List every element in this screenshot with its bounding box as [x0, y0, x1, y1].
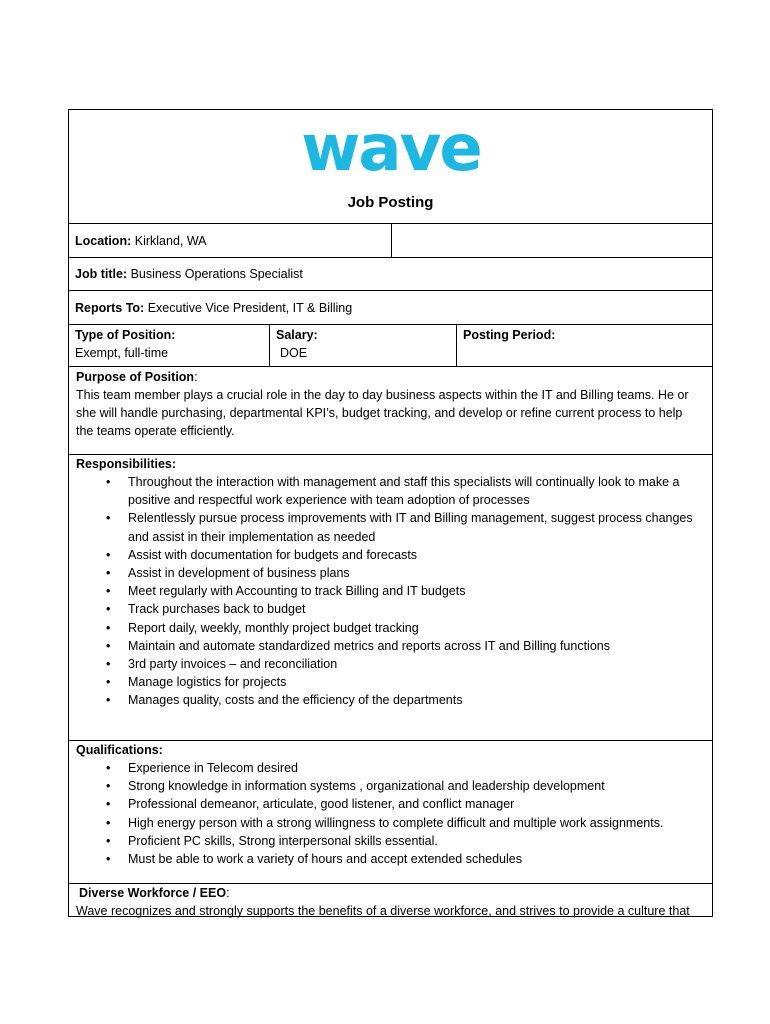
eeo-text: Wave recognizes and strongly supports the benefits of a diverse workforce, and strives to provide a culture that	[76, 904, 690, 918]
responsibilities-label: Responsibilities:	[76, 457, 177, 471]
list-item: • High energy person with a strong willingness to complete difficult and multiple work assignments.	[128, 814, 704, 832]
list-item: • Must be able to work a variety of hours and accept extended schedules	[128, 850, 704, 868]
job-title-value: Business Operations Specialist	[130, 267, 303, 281]
qualifications-list	[76, 759, 704, 868]
list-item: • Relentlessly pursue process improvements with IT and Billing management, suggest process changes and assist in their implementation as needed	[128, 509, 704, 545]
wave-logo	[69, 118, 712, 187]
position-type-label: Type of Position:	[75, 328, 176, 342]
eeo-colon: :	[226, 886, 230, 900]
page-title: Job Posting	[347, 194, 434, 211]
salary-label: Salary:	[276, 328, 318, 342]
responsibilities-section	[69, 455, 712, 741]
qualifications-section	[69, 741, 712, 884]
list-item: • Maintain and automate standardized metrics and reports across IT and Billing functions	[128, 637, 704, 655]
purpose-label: Purpose of Position	[76, 370, 195, 384]
list-item: • Manage logistics for projects	[128, 673, 704, 691]
reports-to-value: Executive Vice President, IT & Billing	[147, 301, 353, 315]
location-label: Location:	[75, 234, 132, 248]
purpose-colon: :	[194, 370, 198, 384]
header-section	[69, 110, 712, 224]
reports-to-cell	[69, 291, 712, 324]
qualifications-block	[76, 741, 704, 868]
list-item: • Report daily, weekly, monthly project budget tracking	[128, 619, 704, 637]
position-details-row	[69, 325, 712, 367]
posting-period-label: Posting Period:	[463, 328, 556, 342]
job-title-cell	[69, 258, 712, 290]
list-item: • 3rd party invoices – and reconciliation	[128, 655, 704, 673]
salary-value: DOE	[280, 346, 308, 360]
position-type-cell	[69, 325, 269, 366]
purpose-line: she will handle purchasing, departmental KPI’s, budget tracking, and develop or refine current process to help	[76, 406, 683, 420]
purpose-block	[76, 368, 704, 440]
position-type-value: Exempt, full-time	[75, 346, 169, 360]
list-item: • Manages quality, costs and the efficiency of the departments	[128, 691, 704, 709]
column-divider	[391, 224, 392, 257]
list-item: • Track purchases back to budget	[128, 600, 704, 618]
responsibilities-block	[76, 455, 704, 710]
purpose-section	[69, 367, 712, 455]
salary-cell	[270, 325, 456, 366]
eeo-label: Diverse Workforce / EEO	[79, 886, 227, 900]
location-value: Kirkland, WA	[134, 234, 207, 248]
reports-to-row	[69, 291, 712, 325]
list-item: • Proficient PC skills, Strong interpersonal skills essential.	[128, 832, 704, 850]
job-title-label: Job title:	[75, 267, 128, 281]
purpose-line: This team member plays a crucial role in the day to day business aspects within the IT and Billing teams. He or	[76, 388, 689, 402]
list-item: • Professional demeanor, articulate, good listener, and conflict manager	[128, 795, 704, 813]
eeo-block	[76, 884, 704, 920]
list-item: • Assist with documentation for budgets and forecasts	[128, 546, 704, 564]
list-item: • Experience in Telecom desired	[128, 759, 704, 777]
list-item: • Strong knowledge in information systems , organizational and leadership development	[128, 777, 704, 795]
responsibilities-list	[76, 473, 704, 710]
wave-logo-text: wave	[300, 118, 481, 182]
location-row	[69, 224, 712, 258]
purpose-line: the teams operate efficiently.	[76, 424, 235, 438]
reports-to-label: Reports To:	[75, 301, 145, 315]
location-cell	[69, 224, 391, 257]
list-item: • Meet regularly with Accounting to track Billing and IT budgets	[128, 582, 704, 600]
list-item: • Throughout the interaction with management and staff this specialists will continually look to make a positive and respectful work experience with team adoption of processes	[128, 473, 704, 509]
posting-period-cell	[457, 325, 712, 366]
eeo-section	[69, 884, 712, 916]
qualifications-label: Qualifications:	[76, 743, 163, 757]
list-item: • Assist in development of business plans	[128, 564, 704, 582]
job-posting-form	[68, 109, 713, 917]
job-title-row	[69, 258, 712, 291]
